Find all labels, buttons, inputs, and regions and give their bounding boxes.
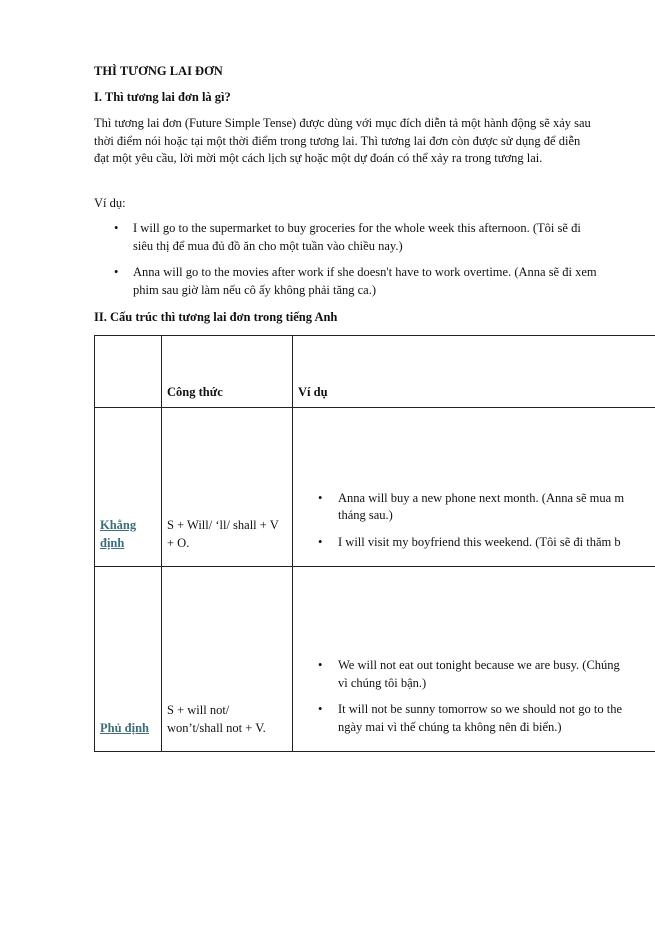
list-item: • I will visit my boyfriend this weekend. (Tôi sẽ đi thăm b — [298, 534, 655, 552]
row-example-list — [298, 657, 655, 736]
list-item: • We will not eat out tonight because we are busy. (Chúng vì chúng tôi bận.) — [298, 657, 655, 692]
section2-heading: II. Cấu trúc thì tương lai đơn trong tiếng Anh — [94, 310, 338, 324]
document-title: THÌ TƯƠNG LAI ĐƠN — [94, 64, 223, 78]
header-cell-empty — [95, 336, 162, 408]
table-header-row — [95, 336, 655, 408]
affirmative-link[interactable]: Khẳng định — [100, 518, 137, 550]
table-row — [95, 408, 655, 567]
header-cell-formula: Công thức — [162, 336, 293, 408]
example-list — [94, 220, 599, 308]
formula-cell: S + will not/ won’t/shall not + V. — [162, 567, 293, 752]
row-example-list — [298, 490, 655, 552]
structure-table — [94, 335, 655, 752]
example-label: Ví dụ: — [94, 196, 126, 210]
section1-heading: I. Thì tương lai đơn là gì? — [94, 90, 231, 104]
document-page — [94, 0, 655, 926]
example-item: • I will go to the supermarket to buy groceries for the whole week this afternoon. (Tôi sẽ đi siêu thị để mua đủ đồ ăn cho một tuần vào chiều nay.) — [94, 220, 599, 255]
list-item: • It will not be sunny tomorrow so we should not go to the ngày mai vì thế chúng ta không nên đi biển.) — [298, 701, 655, 736]
formula-cell: S + Will/ ‘ll/ shall + V + O. — [162, 408, 293, 567]
table-row — [95, 567, 655, 752]
header-cell-example: Ví dụ — [293, 336, 655, 408]
example-item: • Anna will go to the movies after work if she doesn't have to work overtime. (Anna sẽ đi xem phim sau giờ làm nếu cô ấy không phải tăng ca.) — [94, 264, 599, 299]
section1-paragraph: Thì tương lai đơn (Future Simple Tense) được dùng với mục đích diễn tả một hành động sẽ xảy sau thời điểm nói hoặc tại một thời điểm trong tương lai. Thì tương lai đơn còn được sử dụng để diễn đạt một yêu cầu, lời mời một cách lịch sự hoặc một dự đoán có thể xảy ra trong tương lai. — [94, 116, 591, 165]
negative-link[interactable]: Phủ định — [100, 720, 149, 735]
list-item: • Anna will buy a new phone next month. (Anna sẽ mua m tháng sau.) — [298, 490, 655, 525]
